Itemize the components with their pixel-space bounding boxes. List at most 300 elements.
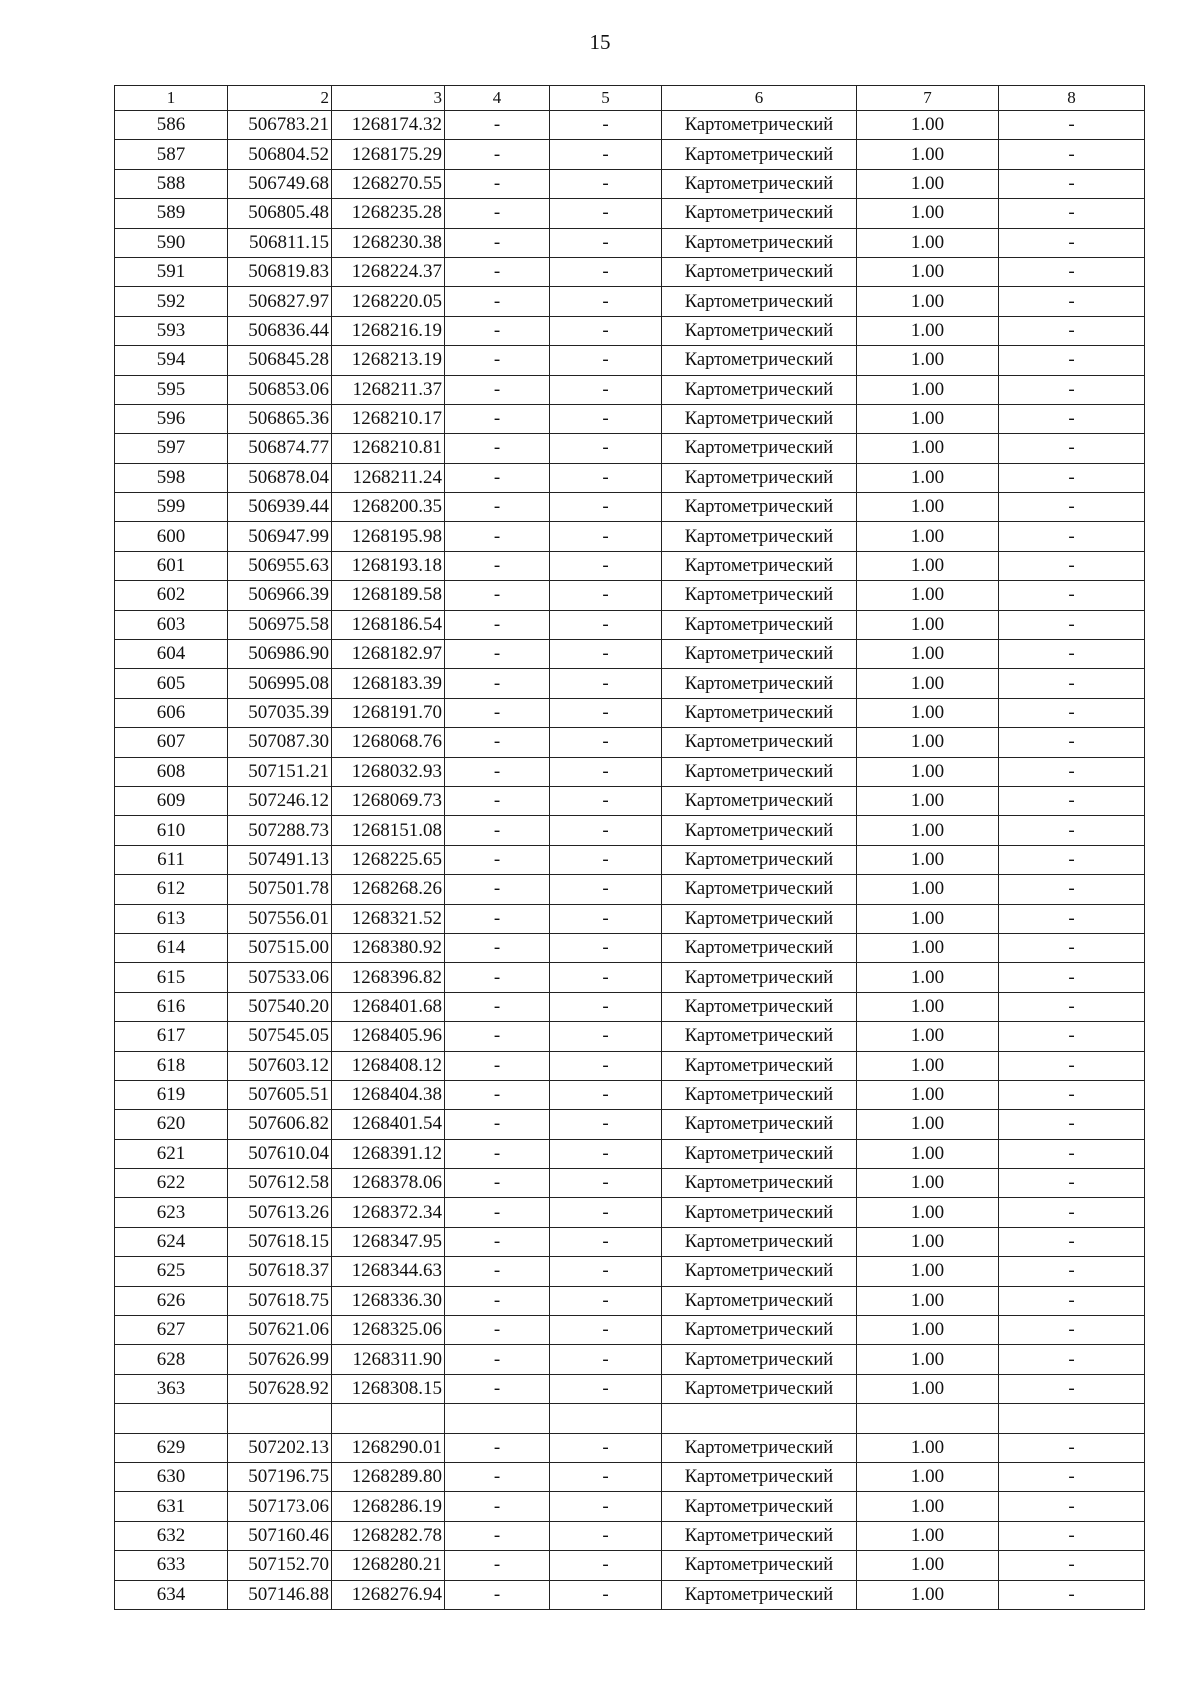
cell-accuracy: 1.00 [857,493,999,522]
cell-col-4: - [445,1521,550,1550]
cell-accuracy: 1.00 [857,434,999,463]
cell-x-coordinate: 507610.04 [228,1139,332,1168]
cell-x-coordinate: 506939.44 [228,493,332,522]
cell-y-coordinate: 1268408.12 [332,1051,445,1080]
cell-col-4: - [445,199,550,228]
cell-col-5: - [550,1580,662,1609]
cell-point-number: 621 [115,1139,228,1168]
cell-x-coordinate: 507196.75 [228,1462,332,1491]
cell-method: Картометрический [662,1286,857,1315]
table-row [115,1492,1145,1521]
cell-col-4: - [445,1462,550,1491]
cell-col-5: - [550,346,662,375]
empty-cell [445,1404,550,1433]
cell-col-4: - [445,140,550,169]
cell-accuracy: 1.00 [857,1051,999,1080]
cell-y-coordinate: 1268174.32 [332,111,445,140]
cell-col-5: - [550,1286,662,1315]
cell-method: Картометрический [662,463,857,492]
cell-method: Картометрический [662,698,857,727]
cell-col-4: - [445,375,550,404]
cell-col-8: - [999,963,1145,992]
cell-y-coordinate: 1268404.38 [332,1080,445,1109]
cell-point-number: 626 [115,1286,228,1315]
cell-col-4: - [445,316,550,345]
cell-method: Картометрический [662,669,857,698]
cell-method: Картометрический [662,875,857,904]
cell-x-coordinate: 506986.90 [228,640,332,669]
cell-col-4: - [445,1022,550,1051]
header-row [115,86,1145,111]
cell-col-8: - [999,1110,1145,1139]
cell-col-5: - [550,669,662,698]
cell-point-number: 611 [115,845,228,874]
cell-x-coordinate: 507501.78 [228,875,332,904]
cell-x-coordinate: 506874.77 [228,434,332,463]
cell-method: Картометрический [662,1433,857,1462]
cell-col-5: - [550,1433,662,1462]
table-row [115,698,1145,727]
cell-col-5: - [550,257,662,286]
cell-col-8: - [999,287,1145,316]
cell-y-coordinate: 1268336.30 [332,1286,445,1315]
cell-accuracy: 1.00 [857,1492,999,1521]
cell-y-coordinate: 1268191.70 [332,698,445,727]
cell-col-8: - [999,522,1145,551]
cell-method: Картометрический [662,434,857,463]
cell-col-5: - [550,816,662,845]
empty-cell [332,1404,445,1433]
cell-x-coordinate: 507618.15 [228,1227,332,1256]
table-row [115,1227,1145,1256]
cell-y-coordinate: 1268213.19 [332,346,445,375]
cell-y-coordinate: 1268396.82 [332,963,445,992]
cell-accuracy: 1.00 [857,404,999,433]
cell-y-coordinate: 1268216.19 [332,316,445,345]
cell-col-4: - [445,1080,550,1109]
cell-point-number: 590 [115,228,228,257]
cell-method: Картометрический [662,1051,857,1080]
cell-point-number: 363 [115,1374,228,1403]
cell-point-number: 586 [115,111,228,140]
cell-x-coordinate: 506749.68 [228,169,332,198]
cell-accuracy: 1.00 [857,1316,999,1345]
cell-y-coordinate: 1268391.12 [332,1139,445,1168]
cell-col-5: - [550,551,662,580]
cell-y-coordinate: 1268282.78 [332,1521,445,1550]
cell-y-coordinate: 1268276.94 [332,1580,445,1609]
cell-point-number: 601 [115,551,228,580]
cell-method: Картометрический [662,816,857,845]
cell-y-coordinate: 1268189.58 [332,581,445,610]
cell-point-number: 609 [115,786,228,815]
cell-method: Картометрический [662,1257,857,1286]
empty-cell [857,1404,999,1433]
cell-point-number: 598 [115,463,228,492]
cell-col-4: - [445,728,550,757]
cell-method: Картометрический [662,375,857,404]
cell-col-4: - [445,1580,550,1609]
cell-point-number: 608 [115,757,228,786]
cell-col-8: - [999,1169,1145,1198]
cell-x-coordinate: 507151.21 [228,757,332,786]
cell-method: Картометрический [662,610,857,639]
cell-col-5: - [550,1022,662,1051]
cell-accuracy: 1.00 [857,728,999,757]
cell-x-coordinate: 506836.44 [228,316,332,345]
cell-x-coordinate: 507618.37 [228,1257,332,1286]
cell-accuracy: 1.00 [857,140,999,169]
cell-y-coordinate: 1268220.05 [332,287,445,316]
cell-x-coordinate: 507556.01 [228,904,332,933]
cell-accuracy: 1.00 [857,1580,999,1609]
cell-accuracy: 1.00 [857,698,999,727]
table-row [115,1198,1145,1227]
table-row [115,199,1145,228]
cell-y-coordinate: 1268210.81 [332,434,445,463]
cell-y-coordinate: 1268224.37 [332,257,445,286]
header-cell-5: 5 [550,86,662,111]
cell-accuracy: 1.00 [857,1433,999,1462]
cell-col-5: - [550,1551,662,1580]
header-cell-4: 4 [445,86,550,111]
cell-point-number: 624 [115,1227,228,1256]
cell-col-5: - [550,111,662,140]
cell-point-number: 631 [115,1492,228,1521]
cell-col-8: - [999,1198,1145,1227]
table-row [115,1580,1145,1609]
table-row [115,1139,1145,1168]
cell-point-number: 625 [115,1257,228,1286]
cell-col-5: - [550,845,662,874]
cell-point-number: 623 [115,1198,228,1227]
cell-col-4: - [445,1227,550,1256]
table-row [115,1051,1145,1080]
cell-x-coordinate: 507606.82 [228,1110,332,1139]
table-row [115,140,1145,169]
cell-col-8: - [999,904,1145,933]
cell-x-coordinate: 507087.30 [228,728,332,757]
cell-point-number: 604 [115,640,228,669]
cell-method: Картометрический [662,346,857,375]
cell-y-coordinate: 1268069.73 [332,786,445,815]
cell-x-coordinate: 506995.08 [228,669,332,698]
table-row [115,287,1145,316]
cell-col-8: - [999,1433,1145,1462]
table-row [115,786,1145,815]
cell-col-5: - [550,1462,662,1491]
cell-col-4: - [445,1257,550,1286]
table-row [115,1521,1145,1550]
empty-cell [550,1404,662,1433]
cell-col-4: - [445,875,550,904]
table-row [115,522,1145,551]
table-row [115,551,1145,580]
cell-accuracy: 1.00 [857,963,999,992]
cell-accuracy: 1.00 [857,875,999,904]
cell-col-4: - [445,1345,550,1374]
cell-x-coordinate: 506878.04 [228,463,332,492]
table-row [115,1345,1145,1374]
cell-method: Картометрический [662,1227,857,1256]
cell-col-4: - [445,1139,550,1168]
cell-method: Картометрический [662,493,857,522]
cell-method: Картометрический [662,933,857,962]
table-row [115,228,1145,257]
cell-point-number: 606 [115,698,228,727]
cell-col-5: - [550,1374,662,1403]
table-row [115,463,1145,492]
cell-x-coordinate: 507035.39 [228,698,332,727]
cell-x-coordinate: 507152.70 [228,1551,332,1580]
cell-col-5: - [550,287,662,316]
cell-accuracy: 1.00 [857,1139,999,1168]
cell-col-4: - [445,1551,550,1580]
cell-col-8: - [999,199,1145,228]
cell-x-coordinate: 507173.06 [228,1492,332,1521]
table-row [115,581,1145,610]
cell-point-number: 610 [115,816,228,845]
cell-y-coordinate: 1268380.92 [332,933,445,962]
cell-accuracy: 1.00 [857,1374,999,1403]
cell-col-5: - [550,1080,662,1109]
cell-col-5: - [550,992,662,1021]
cell-y-coordinate: 1268211.37 [332,375,445,404]
cell-point-number: 622 [115,1169,228,1198]
cell-x-coordinate: 507533.06 [228,963,332,992]
cell-y-coordinate: 1268321.52 [332,904,445,933]
cell-x-coordinate: 507603.12 [228,1051,332,1080]
cell-col-5: - [550,610,662,639]
cell-col-8: - [999,169,1145,198]
cell-point-number: 599 [115,493,228,522]
cell-col-8: - [999,404,1145,433]
empty-cell [662,1404,857,1433]
cell-point-number: 627 [115,1316,228,1345]
cell-method: Картометрический [662,169,857,198]
cell-y-coordinate: 1268405.96 [332,1022,445,1051]
cell-col-5: - [550,1051,662,1080]
cell-col-4: - [445,1316,550,1345]
cell-col-8: - [999,1257,1145,1286]
cell-col-8: - [999,1051,1145,1080]
cell-method: Картометрический [662,1169,857,1198]
cell-col-8: - [999,1580,1145,1609]
cell-col-5: - [550,199,662,228]
table-row [115,111,1145,140]
cell-accuracy: 1.00 [857,199,999,228]
cell-col-4: - [445,1110,550,1139]
cell-col-8: - [999,1227,1145,1256]
cell-col-4: - [445,816,550,845]
empty-cell [999,1404,1145,1433]
table-row [115,933,1145,962]
cell-accuracy: 1.00 [857,346,999,375]
cell-x-coordinate: 507160.46 [228,1521,332,1550]
cell-col-5: - [550,1492,662,1521]
cell-col-4: - [445,757,550,786]
cell-col-5: - [550,581,662,610]
table-row [115,375,1145,404]
cell-col-5: - [550,904,662,933]
cell-point-number: 633 [115,1551,228,1580]
cell-method: Картометрический [662,728,857,757]
table-row [115,757,1145,786]
cell-accuracy: 1.00 [857,1551,999,1580]
table-row [115,346,1145,375]
table-row [115,1080,1145,1109]
table-row [115,875,1145,904]
cell-col-8: - [999,1521,1145,1550]
cell-y-coordinate: 1268151.08 [332,816,445,845]
cell-accuracy: 1.00 [857,287,999,316]
cell-point-number: 596 [115,404,228,433]
cell-col-4: - [445,1286,550,1315]
cell-x-coordinate: 507246.12 [228,786,332,815]
table-row [115,904,1145,933]
cell-col-4: - [445,669,550,698]
cell-point-number: 592 [115,287,228,316]
cell-col-4: - [445,581,550,610]
cell-col-8: - [999,1374,1145,1403]
cell-method: Картометрический [662,992,857,1021]
cell-point-number: 597 [115,434,228,463]
cell-method: Картометрический [662,1492,857,1521]
cell-accuracy: 1.00 [857,1227,999,1256]
cell-accuracy: 1.00 [857,316,999,345]
cell-col-8: - [999,786,1145,815]
cell-accuracy: 1.00 [857,1110,999,1139]
cell-method: Картометрический [662,228,857,257]
cell-x-coordinate: 506805.48 [228,199,332,228]
table-body [115,86,1145,1610]
header-cell-2: 2 [228,86,332,111]
cell-accuracy: 1.00 [857,375,999,404]
cell-method: Картометрический [662,786,857,815]
cell-method: Картометрический [662,257,857,286]
cell-col-5: - [550,786,662,815]
cell-col-5: - [550,875,662,904]
cell-method: Картометрический [662,404,857,433]
cell-accuracy: 1.00 [857,933,999,962]
cell-x-coordinate: 506845.28 [228,346,332,375]
cell-col-8: - [999,698,1145,727]
cell-accuracy: 1.00 [857,845,999,874]
cell-x-coordinate: 506947.99 [228,522,332,551]
cell-method: Картометрический [662,845,857,874]
cell-col-8: - [999,581,1145,610]
cell-col-8: - [999,1345,1145,1374]
cell-method: Картометрический [662,1080,857,1109]
cell-method: Картометрический [662,140,857,169]
table-row [115,845,1145,874]
cell-col-5: - [550,1139,662,1168]
table-row [115,434,1145,463]
cell-point-number: 617 [115,1022,228,1051]
cell-col-8: - [999,1492,1145,1521]
cell-point-number: 589 [115,199,228,228]
cell-y-coordinate: 1268235.28 [332,199,445,228]
cell-col-8: - [999,875,1145,904]
cell-accuracy: 1.00 [857,1345,999,1374]
header-cell-7: 7 [857,86,999,111]
cell-col-4: - [445,287,550,316]
cell-point-number: 615 [115,963,228,992]
cell-col-4: - [445,698,550,727]
cell-x-coordinate: 507146.88 [228,1580,332,1609]
cell-col-5: - [550,1521,662,1550]
cell-col-8: - [999,1551,1145,1580]
cell-col-4: - [445,257,550,286]
cell-point-number: 616 [115,992,228,1021]
cell-x-coordinate: 507605.51 [228,1080,332,1109]
cell-method: Картометрический [662,551,857,580]
cell-accuracy: 1.00 [857,257,999,286]
cell-accuracy: 1.00 [857,228,999,257]
cell-point-number: 587 [115,140,228,169]
cell-y-coordinate: 1268401.68 [332,992,445,1021]
cell-accuracy: 1.00 [857,816,999,845]
cell-col-4: - [445,992,550,1021]
cell-accuracy: 1.00 [857,522,999,551]
cell-method: Картометрический [662,1521,857,1550]
cell-y-coordinate: 1268200.35 [332,493,445,522]
cell-method: Картометрический [662,1580,857,1609]
cell-col-8: - [999,228,1145,257]
cell-y-coordinate: 1268347.95 [332,1227,445,1256]
cell-col-5: - [550,757,662,786]
cell-col-5: - [550,493,662,522]
cell-col-4: - [445,640,550,669]
cell-col-4: - [445,434,550,463]
cell-x-coordinate: 506853.06 [228,375,332,404]
coordinates-table [114,85,1145,1610]
cell-x-coordinate: 507628.92 [228,1374,332,1403]
cell-x-coordinate: 507288.73 [228,816,332,845]
cell-point-number: 593 [115,316,228,345]
cell-y-coordinate: 1268270.55 [332,169,445,198]
cell-point-number: 618 [115,1051,228,1080]
cell-col-8: - [999,640,1145,669]
cell-col-5: - [550,1345,662,1374]
cell-col-5: - [550,522,662,551]
cell-col-4: - [445,169,550,198]
cell-method: Картометрический [662,1139,857,1168]
cell-col-8: - [999,140,1145,169]
cell-y-coordinate: 1268268.26 [332,875,445,904]
cell-col-4: - [445,1169,550,1198]
cell-col-5: - [550,228,662,257]
cell-col-4: - [445,493,550,522]
cell-x-coordinate: 506827.97 [228,287,332,316]
cell-col-4: - [445,904,550,933]
cell-method: Картометрический [662,640,857,669]
cell-accuracy: 1.00 [857,904,999,933]
cell-method: Картометрический [662,1345,857,1374]
cell-col-8: - [999,316,1145,345]
cell-col-5: - [550,640,662,669]
cell-col-5: - [550,1257,662,1286]
cell-accuracy: 1.00 [857,1198,999,1227]
cell-x-coordinate: 507626.99 [228,1345,332,1374]
table-row [115,640,1145,669]
cell-point-number: 620 [115,1110,228,1139]
cell-col-8: - [999,816,1145,845]
cell-col-8: - [999,1080,1145,1109]
cell-col-8: - [999,1462,1145,1491]
cell-col-5: - [550,463,662,492]
cell-point-number: 629 [115,1433,228,1462]
